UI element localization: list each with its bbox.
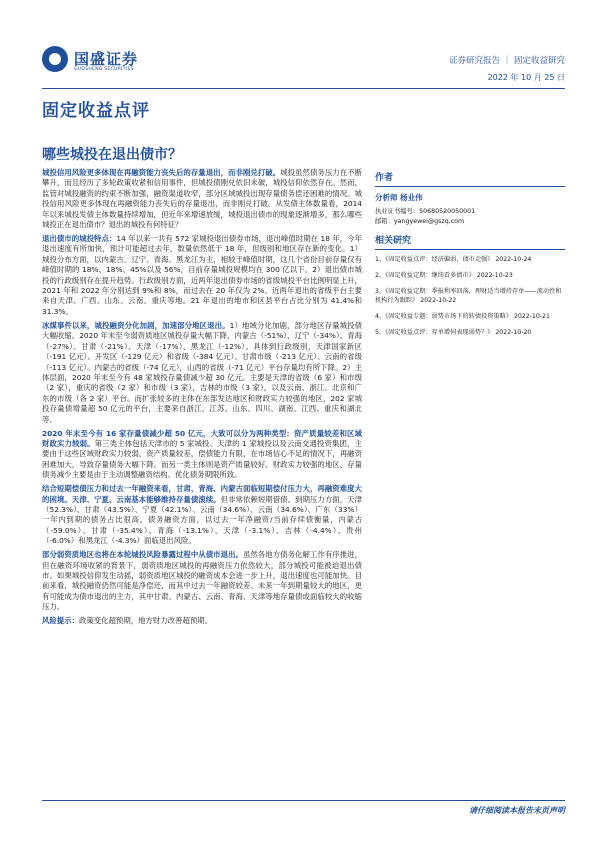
author-license: 执业证书编号：S0680520050001 <box>375 208 476 215</box>
logo-english-name: GUOSHENG SECURITIES <box>74 67 134 72</box>
body-paragraph <box>42 168 362 230</box>
logo-mark-icon <box>42 46 68 72</box>
related-research-item[interactable] <box>375 271 565 281</box>
body-paragraph <box>42 484 362 546</box>
related-title: 4、《固定收益专题：弱势市场下的转债投资策略》 <box>375 313 512 321</box>
related-title: 1、《固定收益点评：经济偏弱，债市走强》 <box>375 256 494 263</box>
paragraph-lead: 结合短期偿债压力和过去一年融资来看，甘肃、青海、内蒙古面临短期偿付压力大，再融资难度大的困境。天津、宁夏、云南基本能够维持存量债滚续。 <box>42 484 362 504</box>
author-email[interactable]: 邮箱：yangyewei@gszq.com <box>375 218 465 225</box>
paragraph-text: 政策变化超预期，地方财力改善超预期。 <box>78 616 213 626</box>
sidebar <box>375 170 565 344</box>
footer-disclaimer: 请仔细阅读本报告末页声明 <box>469 806 565 815</box>
body-paragraph <box>42 429 362 481</box>
related-research-item[interactable] <box>375 328 565 338</box>
related-research-heading: 相关研究 <box>375 233 565 250</box>
report-body <box>42 168 362 630</box>
report-title: 哪些城投在退出债市？ <box>42 147 182 163</box>
report-date: 2022 年 10 月 25 日 <box>487 73 565 82</box>
authors-heading: 作者 <box>375 170 565 187</box>
related-date: 2022-10-20 <box>495 328 532 336</box>
related-date: 2022-10-22 <box>420 297 457 305</box>
risk-warning <box>42 616 362 626</box>
related-title: 3、《固定收益定期：季报利率回落，理财适当增持存单——流动性和机构行为跟踪》 <box>375 287 562 305</box>
paragraph-text: 虽然各地方债务化解工作有序推进，但在融资环境收紧的背景下，弱资质地区城投的再融资压力依然较大，部分城投可能被迫退出债市。如果城投信仰发生动摇，弱资质地区城投的融资成本会进一步上升，退出速度也可能加快。目前来看，城投融资仍然可能是净偿还，而其中过去一年融资较差、未来一年到期量较大的地区，更有可能成为债市退出的主力，其中甘肃、内蒙古、云南、青海、天津等地存量债或面临较大的收缩压力。 <box>42 550 362 612</box>
related-date: 2022-10-21 <box>513 313 550 321</box>
related-date: 2022-10-24 <box>495 256 532 263</box>
author-names: 分析师 杨业伟 <box>375 193 423 202</box>
paragraph-lead: 部分弱资质地区也将在本轮城投风险暴露过程中从债市退出。 <box>42 550 243 560</box>
paragraph-text: 第三类主体包括天津市的 5 家城投、天津的 1 家城投以及云南交通投资集团，主要由于这些区域财政实力较弱，资产质量较差，偿债能力有限，在市场信心不足的情况下，再融资困难加大，导致存量债务大幅下降。而另一类主体则是资产质量较好、财政实力较强的地区，存量债务减少主要是由于主动调整融资结构、优化债务期限所致。 <box>42 438 362 480</box>
related-research-item[interactable] <box>375 287 565 307</box>
paragraph-lead: 退出债市的城投特点： <box>42 234 117 244</box>
related-title: 2、《固定收益定期：继续看多债市》 <box>375 271 475 279</box>
paragraph-text: 14 年以来一共有 572 家城投退出债券市场，退出峰值时期在 18 年，今年退出速度有所加快，预计可能超过去年，数量依然低于 18 年，但级别和地区存在新的变化。1）城投分布方面，以内蒙古、辽宁、青海、黑龙江为主，相较于峰值时期，这几个省份目前存量仅有峰值时期的 18%、18%、45%以及 56%，目前存量城投规模均在 300 亿以下。2）退出债市城投的行政级别存在提升趋势。行政级别方面，近两年退出债券市场的省级城投平台比例明显上升，2021 年和 2022 年分别达到 9%和 8%，而过去在 20 年仅为 2%。近两年退出的省级平台主要来自天津、广西、山东、云南、重庆等地。21 年退出的地市和区县平台占比分别为 41.4%和 31.3%。 <box>42 234 362 316</box>
company-logo <box>42 46 162 76</box>
related-research-item[interactable] <box>375 312 565 322</box>
paragraph-text: 城投虽然债务压力在不断攀升，而且经历了多轮政策收紧和信用事件，但城投债刚兑依旧未破，城投信仰依然存在。然而，监管对城投融资的约束不断加强，融资渠道收窄，部分区域城投出现存量债务偿还困难的情况。城投信用风险更多体现在再融资能力丧失后的存量退出，而非刚兑打破。从发债主体数量看，2014 年以来城投发债主体数量持续增加，但近年来增速放缓，城投退出债市的现象逐渐增多，那么哪些城投正在退出债市？退出的城投有何特征？ <box>42 168 362 230</box>
body-paragraph <box>42 234 362 317</box>
paragraph-lead: 风险提示： <box>42 616 79 626</box>
header-divider <box>42 88 565 89</box>
footer-divider <box>42 800 565 801</box>
paragraph-lead: 冰煤事件以来，城投融资分化加剧，加速部分地区退出。 <box>42 320 230 330</box>
related-research-item[interactable] <box>375 255 565 265</box>
paragraph-lead: 城投信用风险更多体现在再融资能力丧失后的存量退出，而非刚兑打破。 <box>42 168 281 177</box>
body-paragraph <box>42 550 362 612</box>
report-type-heading: 固定收益点评 <box>42 101 150 121</box>
related-title: 5、《固定收益点评：存单增何表现弱势？》 <box>375 328 494 336</box>
logo-chinese-name: 国盛证券 <box>74 50 139 68</box>
related-date: 2022-10-23 <box>476 271 513 279</box>
body-paragraph <box>42 321 362 425</box>
paragraph-lead: 2020 年末至今有 16 家存量债减少超 50 亿元，大致可以分为两种类型：资产质量较差和区域财政实力较弱。 <box>42 428 362 448</box>
paragraph-text: 但非常依赖短期借债。到期压力方面，天津（52.3%）、甘肃（43.5%）、宁夏（42.1%）、云南（34.6%）、云南（34.6%）、广东（33%）一年内到期的债务占比很高。债务融资方面，以过去一年净融资/当前存续债衡量，内蒙古（-59.0%）、甘肃（-35.4%）、青海（-13.1%）、天津（-3.1%）、吉林（-4.4%）、贵州（-6.0%）和黑龙江（-4.3%）面临退出风险。 <box>42 494 362 546</box>
paragraph-text: 1）地域分化加剧，部分地区存量城投债大幅收缩。2020 年末至今弱资质地区城投存量大幅下降，内蒙古（-51%）、辽宁（-34%）、青海（-27%）、甘肃（-21%）、天津（-17%）、黑龙江（-12%）。具体到行政级别，天津国家新区（-191 亿元）、开发区（-129 亿元）和省级（-384 亿元）、甘肃市级（-213 亿元）、云南的省级（-113 亿元）。内蒙古的省级（-74 亿元），山西的省级（-71 亿元）平台存量均有所下降。2）主体层面，2020 年末至今有 48 家城投存量债减少超 30 亿元。主要是天津的省级（6 家）和市级（2 家），重庆的省级（2 家）和市级（3 家），吉林的市级（3 家），以及云南、浙江、北京和广东的市级（各 2 家）平台。而扩张较多的主体在东部发达地区和财政实力较强的地区，202 家城投存量债增量超 50 亿元的平台，主要来自浙江、江苏、山东、四川、湖南、江西、重庆和湖北等。 <box>42 320 362 424</box>
report-category: 证券研究报告 ｜ 固定收益研究 <box>449 56 565 66</box>
